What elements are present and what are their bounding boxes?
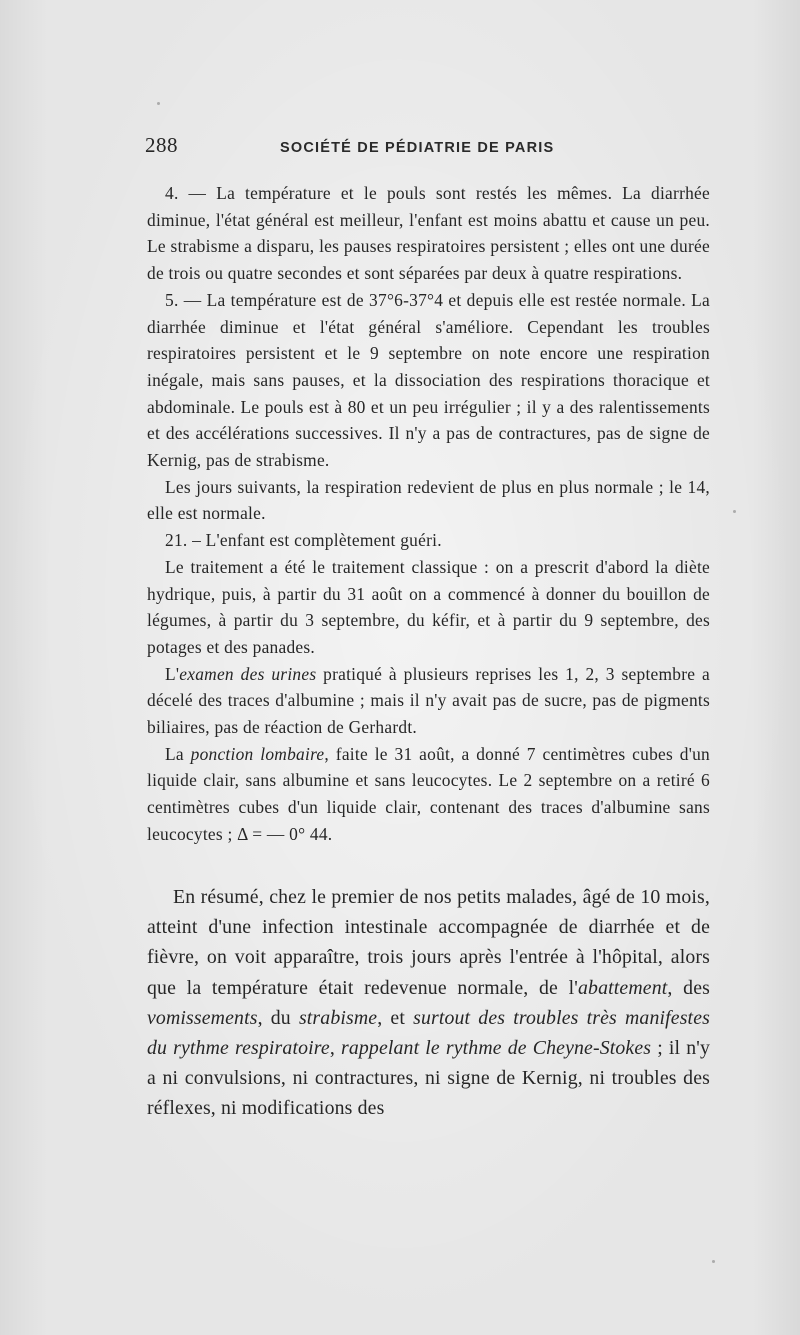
paragraph-urine-exam (147, 661, 710, 741)
lumbar-puncture-italic: ponction lombaire (190, 743, 325, 764)
paragraph-lumbar-puncture (147, 741, 710, 848)
paragraph-day-21: 21. – L'enfant est complètement guéri. (165, 530, 442, 551)
paragraph-treatment: Le traitement a été le traitement classique : on a prescrit d'abord la diète hydrique, puis, à partir du 31 août on a commencé à donner du bouillon de légumes, à partir du 3 septembre, du kéfir, et à partir du 9 septembre, des potages et des panades. (147, 556, 710, 657)
summary-section (147, 882, 710, 1124)
paragraph-following-days: Les jours suivants, la respiration redevient de plus en plus normale ; le 14, elle est normale. (147, 476, 710, 524)
lumbar-rest: , faite le 31 août, a donné 7 centimètres cubes d'un liquide clair, sans albumine et sans leucocytes. Le 2 septembre on a retiré 6 centimètres cubes d'un liquide clair, contenant des traces d'albumine sans leucocytes ; Δ = — 0° 44. (147, 743, 710, 844)
page-header (145, 133, 715, 163)
summary-paragraph (147, 882, 710, 1124)
summary-italic-vomissements: vomissements (147, 1006, 258, 1029)
summary-italic-troubles: surtout des troubles très manifestes du rythme respiratoire (147, 1006, 710, 1060)
paragraph-day-4: 4. — La température et le pouls sont restés les mêmes. La diarrhée diminue, l'état général est meilleur, l'enfant est moins abattu et cause un peu. Le strabisme a disparu, les pauses respiratoires persistent ; elles ont une durée de trois ou quatre secondes et sont séparées par deux à quatre respirations. (147, 183, 710, 284)
urine-exam-italic: examen des urines (179, 663, 317, 684)
summary-text-1: En résumé, chez le premier de nos petits malades, âgé de 10 mois, atteint d'une infection intestinale accompagnée de diarrhée et de fièvre, on voit apparaître, trois jours après l'entrée à l'hôpital, alors que la température était redevenue normale, de l' (147, 886, 710, 999)
paper-speck (157, 102, 160, 105)
lumbar-prefix: La (165, 743, 191, 764)
paper-speck (733, 510, 736, 513)
summary-text-6: ; il n'y a ni convulsions, ni contractures, ni signe de Kernig, ni troubles des réflexes, ni modifications des (147, 1037, 710, 1120)
summary-text-4: , et (377, 1006, 414, 1029)
summary-text-3: , du (257, 1006, 299, 1029)
page-number: 288 (145, 133, 178, 157)
urine-prefix: L' (165, 663, 180, 684)
urine-rest: pratiqué à plusieurs reprises les 1, 2, 3 septembre a décelé des traces d'albumine ; mais il n'y avait pas de sucre, pas de pigments biliaires, pas de réaction de Gerhardt. (147, 663, 710, 738)
summary-text-2: , des (667, 976, 710, 999)
summary-italic-strabisme: strabisme (298, 1006, 378, 1029)
summary-text-5: , (329, 1037, 341, 1060)
running-title: SOCIÉTÉ DE PÉDIATRIE DE PARIS (280, 140, 555, 156)
paper-speck (712, 1260, 715, 1263)
case-notes (147, 180, 710, 848)
paragraph-day-5: 5. — La température est de 37°6-37°4 et depuis elle est restée normale. La diarrhée diminue et l'état général s'améliore. Cependant les troubles respiratoires persistent et le 9 septembre on note encore une respiration inégale, mais sans pauses, et la dissociation des respirations thoracique et abdominale. Le pouls est à 80 et un peu irrégulier ; il y a des ralentissements et des accélérations successives. Il n'y a pas de contractures, pas de signe de Kernig, pas de strabisme. (147, 289, 710, 471)
summary-italic-abattement: abattement (578, 976, 668, 999)
summary-italic-cheyne-stokes: rappelant le rythme de Cheyne-Stokes (340, 1037, 652, 1060)
